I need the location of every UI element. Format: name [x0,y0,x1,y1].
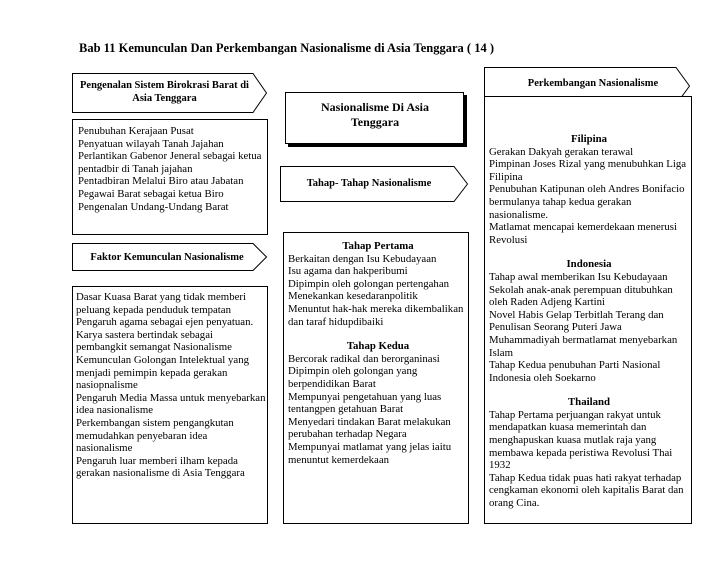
list-item: Penyatuan wilayah Tanah Jajahan [78,137,224,150]
list-item: Tahap Kedua penubuhan Parti Nasional Indonesia oleh Soekarno [489,359,661,384]
filipina-title: Filipina [570,133,607,145]
stage2-title: Tahap Kedua [346,340,410,353]
list-item: Muhammadiyah bermatlamat menyebarkan Islam [489,333,678,359]
list-item: Berkaitan dengan Isu Kebudayaan [288,252,437,265]
list-item: Dasar Kuasa Barat yang tidak memberi peluang kepada penduduk tempatan [76,291,246,316]
list-item: Gerakan Dakyah gerakan terawal [489,145,634,158]
birokrasi-list [78,125,266,213]
list-item: Matlamat mencapai kemerdekaan menerusi Revolusi [489,221,677,246]
list-item: Bercorak radikal dan berorganinasi [288,352,440,365]
list-item: Penubuhan Kerajaan Pusat [78,125,194,137]
list-item: Perkembangan sistem pengangkutan memudahkan penyebaran idea nasionalisme [76,416,234,455]
thailand-title: Thailand [567,396,610,409]
tahap-content [288,240,468,466]
stage1-title: Tahap Pertama [342,240,414,252]
list-item: Kemunculan Golongan Intelektual yang menjadi pemimpin kepada gerakan nasiopnalisme [76,353,249,392]
header-perkembangan: Perkembangan Nasionalisme [527,78,659,89]
list-item: Tahap Kedua tidak puas hati rakyat terhadap cengkaman ekonomi oleh kapitalis Barat dan orang Cina. [489,471,684,510]
perkembangan-content [489,133,689,510]
main-title: Nasionalisme Di Asia Tenggara [320,100,429,129]
page-title: Bab 11 Kemunculan Dan Perkembangan Nasionalisme di Asia Tenggara ( 14 ) [79,41,494,55]
list-item: Menuntut hak-hak mereka dikembalikan dan taraf hidupdibaiki [288,302,464,328]
list-item: Pegawai Barat sebagai ketua Biro [78,187,224,200]
header-tahap: Tahap- Tahap Nasionalisme [306,178,432,189]
header-birokrasi-arrow [72,73,267,113]
list-item: Pimpinan Joses Rizal yang menubuhkan Liga Filipina [489,158,687,183]
header-birokrasi: Pengenalan Sistem Birokrasi Barat di Asia Tenggara [80,80,249,104]
list-item: Dipimpin oleh golongan yang berpendidikan Barat [288,365,418,390]
list-item: Mempunyai pengetahuan yang luas tentangpen getahuan Barat [288,390,442,416]
header-faktor: Faktor Kemunculan Nasionalisme [90,252,244,263]
list-item: Menyedari tindakan Barat melakukan perubahan terhadap Negara [288,415,451,441]
list-item: Menekankan kesedaranpolitik [288,290,418,303]
list-item: Pengenalan Undang-Undang Barat [78,200,229,213]
list-item: Tahap awal memberikan Isu Kebudayaan [489,270,668,283]
list-item: Pentadbiran Melalui Biro atau Jabatan [78,175,244,188]
list-item: Pengaruh luar memberi ilham kepada gerakan nasionalisme di Asia Tenggara [76,454,245,480]
list-item: Sekolah anak-anak perempuan ditubuhkan oleh Raden Adjeng Kartini [489,283,673,309]
list-item: Mempunyai matlamat yang jelas iaitu menuntut kemerdekaan [288,440,452,466]
header-tahap-arrow [280,166,468,202]
list-item: Pengaruh agama sebagai ejen penyatuan. Karya sastera bertindak sebagai pembangkit semangat Nasionalisme [76,316,254,354]
faktor-list [76,291,266,480]
list-item: Pengaruh Media Massa untuk menyebarkan idea nasionalisme [76,391,266,417]
list-item: Tahap Pertama perjuangan rakyat untuk mendapatkan kuasa memerintah dan menghapuskan kuasa mutlak raja yang membawa kepada peristiwa Revolusi Thai 1932 [489,408,673,472]
list-item: Novel Habis Gelap Terbitlah Terang dan Penulisan Seorang Puteri Jawa [489,308,664,334]
list-item: Penubuhan Katipunan oleh Andres Bonifacio bermulanya tahap kedua gerakan nasionalisme. [489,183,685,221]
list-item: Dipimpin oleh golongan pertengahan [288,277,450,290]
header-faktor-arrow [72,243,267,271]
indonesia-title: Indonesia [566,258,612,271]
list-item: Perlantikan Gabenor Jeneral sebagai ketua pentadbir di Tanah jajahan [78,150,262,175]
list-item: Isu agama dan hakperibumi [288,265,408,278]
